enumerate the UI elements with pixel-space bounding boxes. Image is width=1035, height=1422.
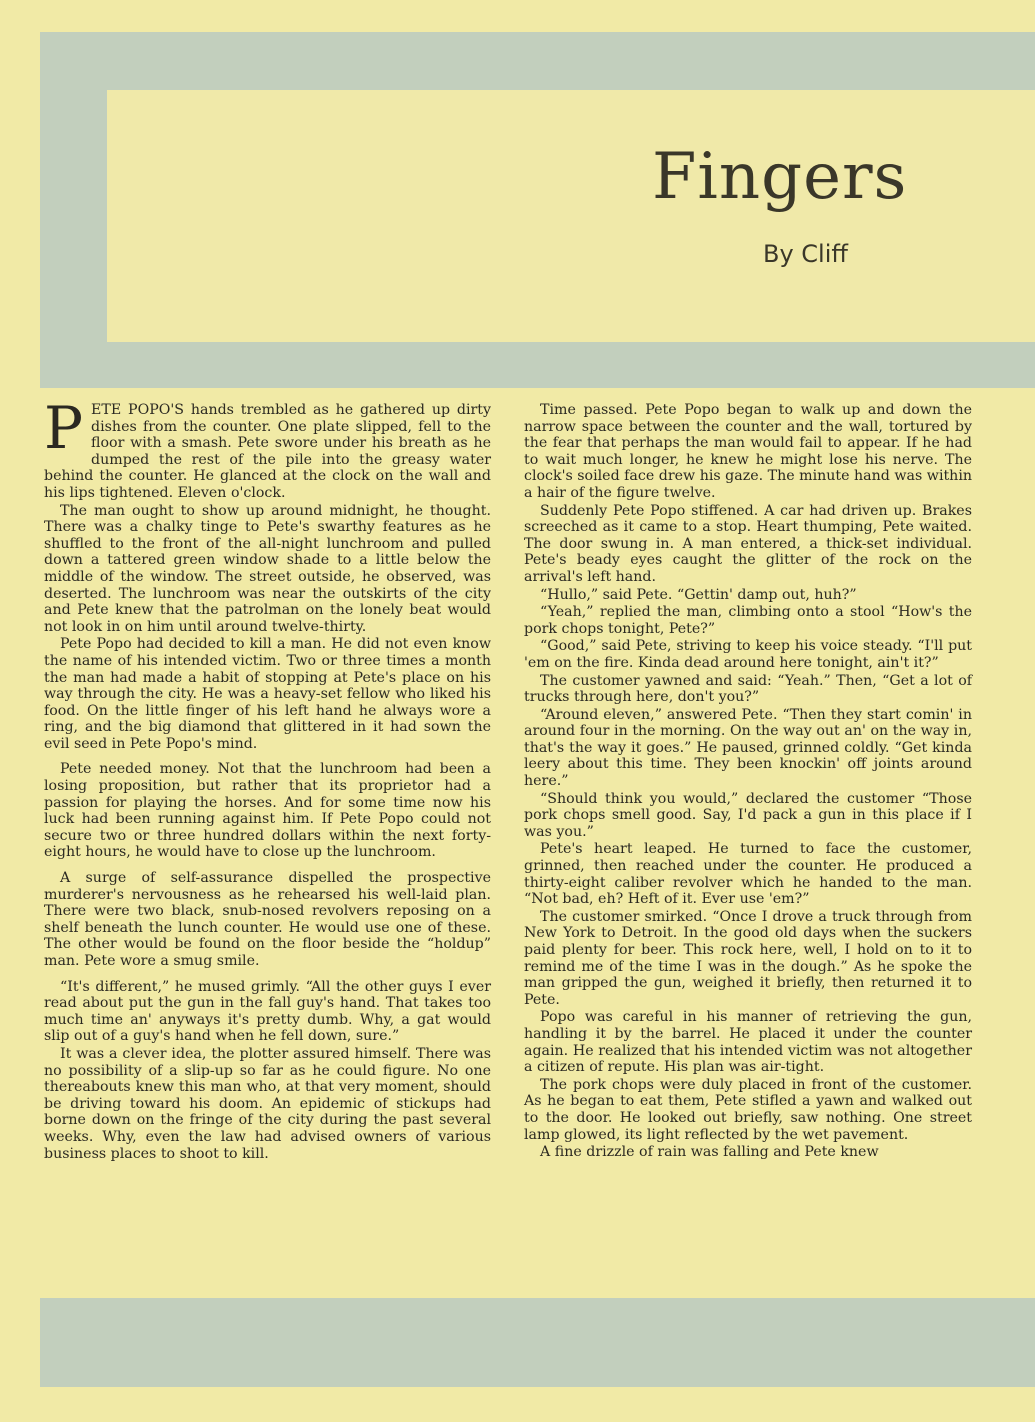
paragraph: Pete needed money. Not that the lunchroom had been a losing proposition, but rather that its proprietor had a passion for playing the horses. And for some time now his luck had been running against him. If Pete Popo could not secure two or three hundred dollars within the next forty-eight hours, he would have to close up the lunchroom. — [44, 761, 491, 861]
drop-cap: P — [44, 394, 84, 462]
title-panel — [107, 90, 1035, 342]
paragraph: Popo was careful in his manner of retrieving the gun, handling it by the barrel. He placed it under the counter again. He realized that his intended victim was not altogether a citizen of repute. His plan was air-tight. — [524, 1009, 972, 1076]
paragraph: “Good,” said Pete, striving to keep his voice steady. “I'll put 'em on the fire. Kinda dead around here tonight, ain't it?” — [524, 638, 972, 671]
paragraph: Pete Popo had decided to kill a man. He did not even know the name of his intended victim. Two or three times a month the man had made a habit of stopping at Pete's place on his way through the city. He was a heavy-set fellow who liked his food. On the little finger of his left hand he always wore a ring, and the big diamond that glittered in it had sown the evil seed in Pete Popo's mind. — [44, 636, 491, 752]
paragraph: “Should think you would,” declared the customer “Those pork chops smell good. Say, I'd pack a gun in this place if I was you.” — [524, 790, 972, 840]
paragraph: A fine drizzle of rain was falling and Pete knew — [540, 1144, 879, 1161]
left-column — [44, 394, 491, 1163]
paragraph: “Around eleven,” answered Pete. “Then they start comin' in around four in the morning. On the way out an' on the way in, that's the way it goes.” He paused, grinned coldly. “Get kinda leery about this time. They been knockin' off joints around here.” — [524, 706, 972, 790]
paragraph: The man ought to show up around midnight, he thought. There was a chalky tinge to Pete's swarthy features as he shuffled to the front of the all-night lunchroom and pulled down a tattered green window shade to a little below the middle of the window. The street outside, he observed, was deserted. The lunchroom was near the outskirts of the city and Pete knew that the patrolman on the lonely beat would not look in on him until around twelve-thirty. — [44, 502, 491, 635]
paragraph: Suddenly Pete Popo stiffened. A car had driven up. Brakes screeched as it came to a stop. Heart thumping, Pete waited. The door swung in. A man entered, a thick-set individual. Pete's beady eyes caught the glitter of the rock on the arrival's left hand. — [524, 502, 972, 585]
right-column — [524, 402, 972, 1162]
paragraph: A surge of self-assurance dispelled the prospective murderer's nervousness as he rehearsed his well-laid plan. There were two black, snub-nosed revolvers reposing on a shelf beneath the lunch counter. He would use one of these. The other would be found on the floor beside the “holdup” man. Pete wore a smug smile. — [44, 870, 491, 969]
story-title: Fingers — [652, 140, 908, 214]
paragraph: “Hullo,” said Pete. “Gettin' damp out, huh?” — [540, 586, 857, 603]
paragraph: The pork chops were duly placed in front of the customer. As he began to eat them, Pete stifled a yawn and walked out to the door. He looked out briefly, saw nothing. One street lamp glowed, its light reflected by the wet pavement. — [524, 1076, 972, 1143]
paragraph: ETE POPO'S hands trembled as he gathered up dirty dishes from the counter. One plate slipped, fell to the floor with a smash. Pete swore under his breath as he dumped the rest of the pile into the greasy water behind the counter. He glanced at the clock on the wall and his lips tightened. Eleven o'clock. — [44, 402, 491, 501]
byline: By Cliff — [763, 240, 848, 268]
paragraph: Time passed. Pete Popo began to walk up and down the narrow space between the counter and the wall, tortured by the fear that perhaps the man would fail to appear. If he had to wait much longer, he knew he might lose his nerve. The clock's soiled face drew his gaze. The minute hand was within a hair of the figure twelve. — [524, 402, 972, 501]
paragraph: The customer yawned and said: “Yeah.” Then, “Get a lot of trucks through here, don't you?” — [524, 672, 972, 706]
paragraph: “Yeah,” replied the man, climbing onto a stool “How's the pork chops tonight, Pete?” — [524, 604, 972, 637]
paragraph: The customer smirked. “Once I drove a truck through from New York to Detroit. In the good old days when the suckers paid plenty for beer. This rock here, well, I hold on to it to remind me of the time I was in the dough.” As he spoke the man gripped the gun, weighed it briefly, then returned it to Pete. — [524, 908, 972, 1008]
paragraph: It was a clever idea, the plotter assured himself. There was no possibility of a slip-up so far as he could figure. No one thereabouts knew this man who, at that very moment, should be driving toward his doom. An epidemic of stickups had borne down on the fringe of the city during the past several weeks. Why, even the law had advised owners of various business places to shoot to kill. — [44, 1045, 491, 1162]
paragraph: Pete's heart leaped. He turned to face the customer, grinned, then reached under the counter. He produced a thirty-eight caliber revolver which he handed to the man. “Not bad, eh? Heft of it. Ever use 'em?” — [524, 841, 972, 908]
paragraph: “It's different,” he mused grimly. “All the other guys I ever read about put the gun in the fall guy's hand. That takes too much time an' anyways it's pretty dumb. Why, a gat would slip out of a guy's hand when he fell down, sure.” — [44, 978, 491, 1045]
